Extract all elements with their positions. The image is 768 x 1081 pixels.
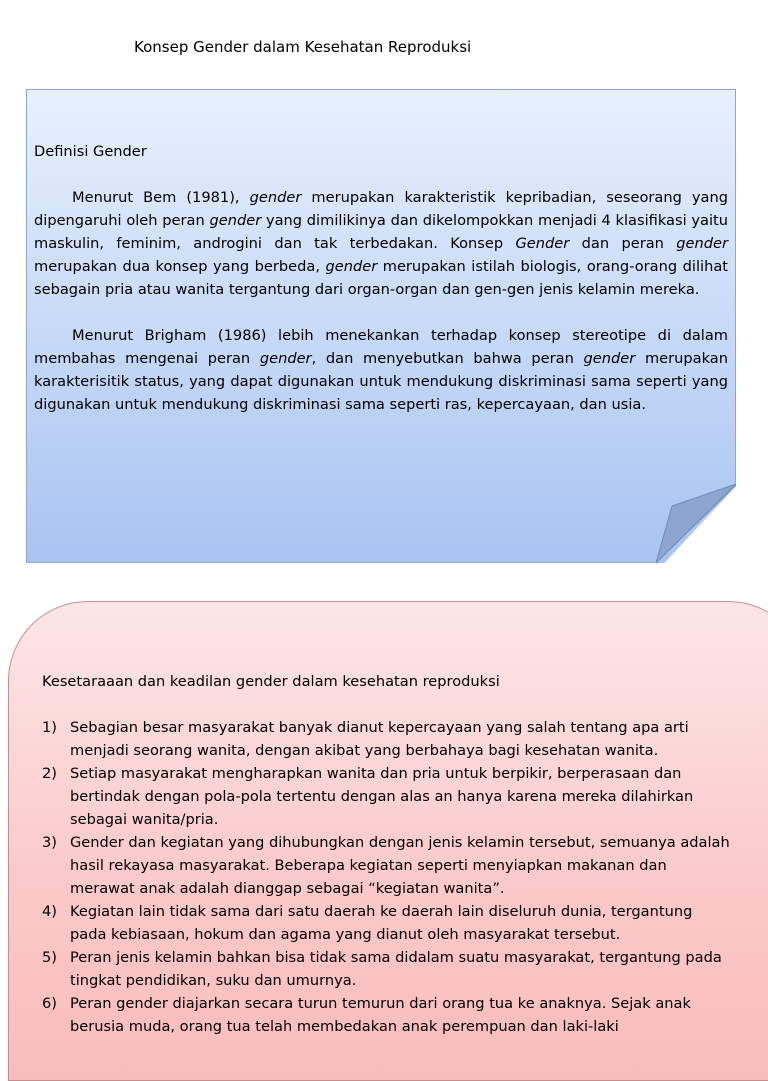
text-run: merupakan karakteristik kepribadian, seseorang yang dipengaruhi oleh peran (34, 189, 728, 229)
italic-term: gender (676, 235, 728, 252)
list-item-number: 2) (42, 765, 57, 782)
list-item (42, 716, 732, 762)
text-run: Menurut Bem (1981), (72, 189, 250, 206)
definition-paragraph-2 (34, 324, 728, 416)
list-item-number: 4) (42, 903, 57, 920)
equality-heading: Kesetaraaan dan keadilan gender dalam kesehatan reproduksi (42, 673, 500, 690)
list-item-text: Gender dan kegiatan yang dihubungkan dengan jenis kelamin tersebut, semuanya adalah hasil rekayasa masyarakat. Beberapa kegiatan seperti menyiapkan makanan dan merawat anak adalah dianggap sebagai “kegiatan wanita”. (70, 834, 730, 897)
list-item (42, 992, 732, 1038)
list-item-text: Setiap masyarakat mengharapkan wanita dan pria untuk berpikir, berperasaan dan bertindak dengan pola-pola tertentu dengan alas an hanya karena mereka dilahirkan sebagai wanita/pria. (70, 765, 694, 828)
text-run: yang dimilikinya dan dikelompokkan menjadi 4 klasifikasi yaitu maskulin, feminim, androgini dan tak terbedakan. Konsep (34, 212, 728, 252)
list-item-number: 6) (42, 995, 57, 1012)
definition-heading: Definisi Gender (34, 143, 147, 160)
list-item-text: Peran gender diajarkan secara turun temurun dari orang tua ke anaknya. Sejak anak berusia muda, orang tua telah membedakan anak perempuan dan laki-laki (70, 995, 691, 1035)
text-run: dan peran (569, 235, 677, 252)
list-item-number: 3) (42, 834, 57, 851)
text-run: , dan menyebutkan bahwa peran (311, 350, 584, 367)
definition-paragraph-1 (34, 186, 728, 301)
italic-term: gender (249, 189, 302, 206)
text-run: merupakan istilah biologis, orang-orang dilihat sebagain pria atau wanita tergantung dari organ-organ dan gen-gen jenis kelamin mereka. (34, 258, 728, 298)
list-item-text: Peran jenis kelamin bahkan bisa tidak sama didalam suatu masyarakat, tergantung pada tingkat pendidikan, suku dan umurnya. (70, 949, 722, 989)
page-title: Konsep Gender dalam Kesehatan Reproduksi (134, 38, 472, 56)
list-item-text: Sebagian besar masyarakat banyak dianut kepercayaan yang salah tentang apa arti menjadi seorang wanita, dengan akibat yang berbahaya bagi kesehatan wanita. (70, 719, 689, 759)
italic-term: gender (259, 350, 312, 367)
list-item-number: 1) (42, 719, 57, 736)
equality-content (42, 670, 732, 1038)
list-item (42, 946, 732, 992)
italic-term: Gender (515, 235, 570, 252)
text-run: merupakan dua konsep yang berbeda, (34, 258, 326, 275)
list-item-number: 5) (42, 949, 57, 966)
list-item (42, 762, 732, 831)
list-item (42, 831, 732, 900)
page-curl-fold (656, 484, 736, 564)
text-run: Menurut Brigham (1986) lebih menekankan terhadap konsep stereotipe di dalam membahas mengenai peran (34, 327, 728, 367)
list-item-text: Kegiatan lain tidak sama dari satu daerah ke daerah lain diseluruh dunia, tergantung pada kebiasaan, hokum dan agama yang dianut oleh masyarakat tersebut. (70, 903, 693, 943)
italic-term: gender (583, 350, 636, 367)
definition-content (34, 140, 728, 439)
list-item (42, 900, 732, 946)
equality-list (42, 716, 732, 1038)
italic-term: gender (209, 212, 262, 229)
text-run: merupakan karakterisitik status, yang dapat digunakan untuk mendukung diskriminasi sama seperti yang digunakan untuk mendukung diskriminasi sama seperti ras, kepercayaan, dan usia. (34, 350, 728, 413)
italic-term: gender (325, 258, 378, 275)
